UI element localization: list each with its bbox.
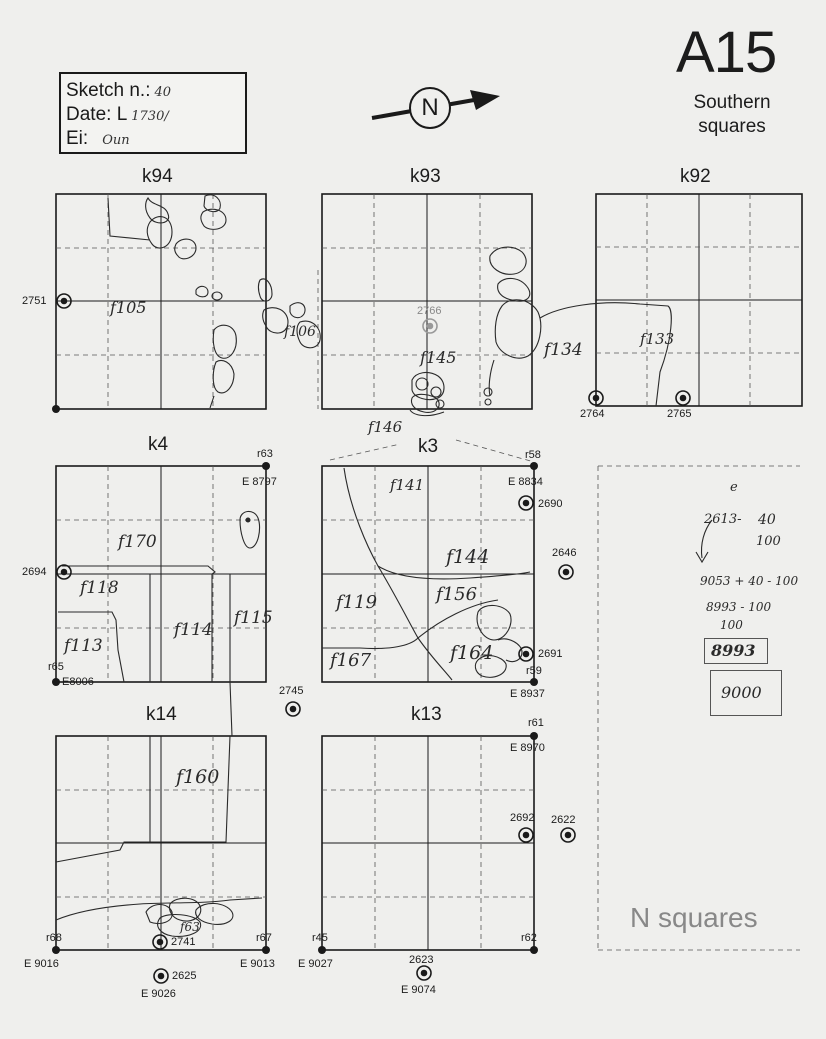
marker-label-2751: 2751 [22, 295, 47, 307]
marker-label-2745: 2745 [279, 685, 304, 697]
date-value: 1730/ [131, 109, 169, 124]
feature-label-f146: f146 [368, 418, 403, 436]
ei-value: Oun [102, 133, 130, 148]
marker-label-e9026: E 9026 [141, 988, 176, 1000]
marker-label-2694: 2694 [22, 566, 47, 578]
marker-label-e8797: E 8797 [242, 476, 277, 488]
feature-label-f113: f113 [64, 636, 103, 656]
note-40: 40 [758, 512, 776, 528]
marker-label-e9016: E 9016 [24, 958, 59, 970]
marker-label-r62: r62 [521, 932, 537, 944]
feature-label-f114: f114 [174, 620, 213, 640]
note-8993-box [704, 638, 768, 664]
square-label-k94: k94 [142, 166, 173, 187]
feature-label-f134: f134 [544, 340, 583, 360]
square-label-k92: k92 [680, 166, 711, 187]
marker-label-e9027: E 9027 [298, 958, 333, 970]
marker-label-2691: 2691 [538, 648, 563, 660]
marker-label-r67: r67 [256, 932, 272, 944]
marker-label-2765: 2765 [667, 408, 692, 420]
feature-label-f145: f145 [420, 348, 457, 367]
marker-label-e8006: E8006 [62, 676, 94, 688]
marker-label-r59: r59 [526, 665, 542, 677]
marker-label-2692: 2692 [510, 812, 535, 824]
square-label-k14: k14 [146, 704, 177, 725]
feature-label-f167: f167 [330, 650, 372, 671]
note-9000-box [710, 670, 782, 716]
note-8993: 8993 [711, 641, 756, 660]
square-label-k4: k4 [148, 434, 169, 455]
note-e: e [730, 480, 738, 495]
marker-label-e8970: E 8970 [510, 742, 545, 754]
note-calc-1: 9053 + 40 - 100 [700, 574, 799, 588]
sheet-title: A15 [676, 20, 777, 85]
note-100-first: 100 [756, 534, 781, 549]
marker-label-r61: r61 [528, 717, 544, 729]
marker-label-2690: 2690 [538, 498, 563, 510]
marker-label-2766: 2766 [417, 305, 442, 317]
marker-label-e9074: E 9074 [401, 984, 436, 996]
feature-label-f156: f156 [436, 584, 478, 605]
feature-label-f119: f119 [336, 592, 378, 613]
marker-label-2623: 2623 [409, 954, 434, 966]
square-label-k13: k13 [411, 704, 442, 725]
subtitle-line-1: Southern [693, 92, 771, 113]
ei-label: Ei: [66, 128, 89, 149]
feature-label-f133: f133 [640, 330, 675, 348]
marker-label-r65: r65 [48, 661, 64, 673]
marker-label-r68: r68 [46, 932, 62, 944]
marker-label-r45: r45 [312, 932, 328, 944]
n-squares-label: N squares [630, 902, 758, 933]
marker-label-e8834: E 8834 [508, 476, 543, 488]
marker-label-r58: r58 [525, 449, 541, 461]
feature-label-f105: f105 [110, 298, 147, 317]
marker-label-2741: 2741 [171, 936, 196, 948]
marker-label-2622: 2622 [551, 814, 576, 826]
feature-label-f160: f160 [176, 766, 220, 788]
feature-label-f164: f164 [450, 642, 494, 664]
feature-label-f144: f144 [446, 546, 490, 568]
sketch-number-value: 40 [154, 85, 172, 100]
feature-label-f141: f141 [390, 476, 425, 494]
marker-label-2646: 2646 [552, 547, 577, 559]
note-9000: 9000 [721, 683, 762, 702]
sketch-number-label: Sketch n.: [66, 80, 151, 101]
feature-label-f115: f115 [234, 608, 273, 628]
marker-label-2764: 2764 [580, 408, 605, 420]
note-2613: 2613- [704, 512, 742, 527]
marker-label-e8937: E 8937 [510, 688, 545, 700]
date-label: Date: L [66, 104, 128, 125]
note-100-second: 100 [720, 618, 743, 632]
marker-label-r63: r63 [257, 448, 273, 460]
subtitle-line-2: squares [698, 116, 766, 137]
feature-label-f170: f170 [118, 532, 157, 552]
note-calc-2: 8993 - 100 [706, 600, 772, 614]
feature-label-f63: f63 [180, 920, 200, 934]
feature-label-f118: f118 [80, 578, 119, 598]
marker-label-e9013: E 9013 [240, 958, 275, 970]
square-label-k3: k3 [418, 436, 439, 457]
marker-label-2625: 2625 [172, 970, 197, 982]
square-label-k93: k93 [410, 166, 441, 187]
north-label: N [421, 94, 439, 121]
feature-label-f106: f106 [284, 324, 316, 340]
